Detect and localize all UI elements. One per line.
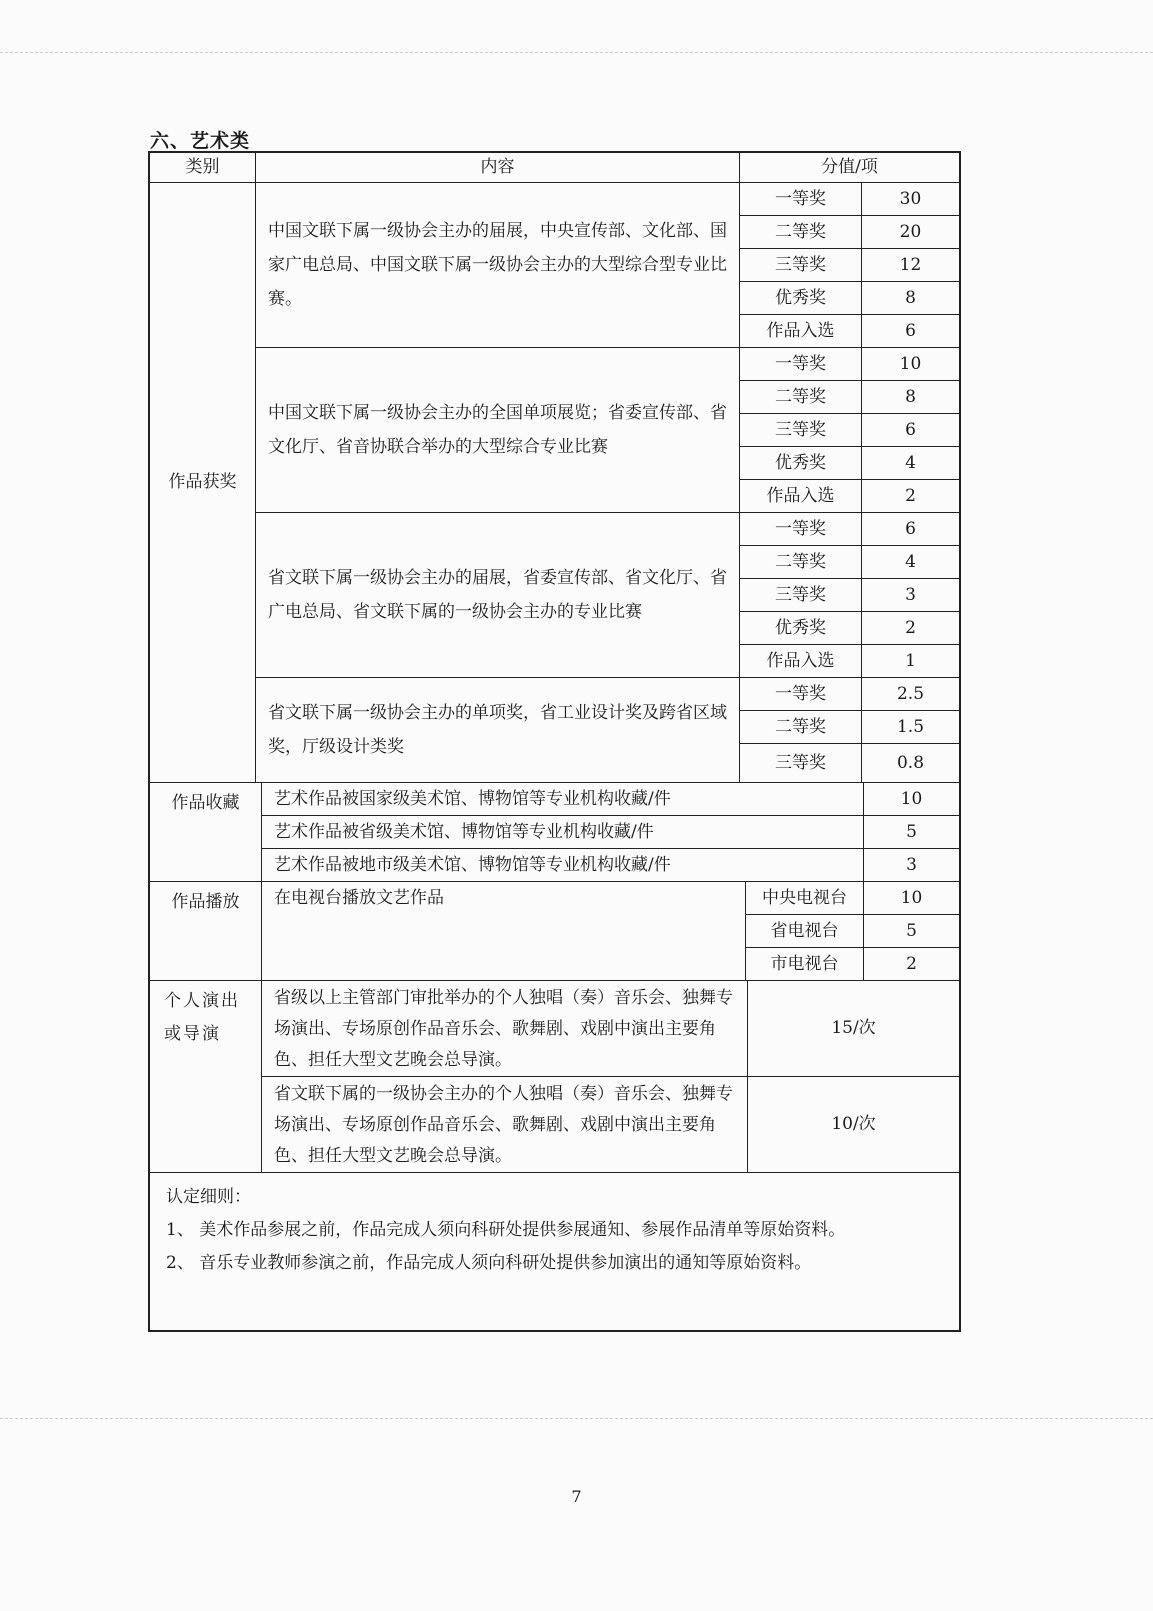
award-label: 作品入选 (740, 645, 862, 678)
award-label: 作品入选 (740, 480, 862, 513)
collection-content: 艺术作品被地市级美术馆、博物馆等专业机构收藏/件 (262, 849, 864, 882)
award-value: 4 (862, 447, 959, 480)
award-value: 6 (862, 315, 959, 348)
scan-artifact (0, 52, 1153, 53)
award-value: 2 (862, 612, 959, 645)
collection-content: 艺术作品被省级美术馆、博物馆等专业机构收藏/件 (262, 816, 864, 849)
award-value: 6 (862, 513, 959, 546)
award-value: 1 (862, 645, 959, 678)
award-value: 3 (862, 579, 959, 612)
broadcast-label: 市电视台 (746, 948, 864, 981)
collection-content: 艺术作品被国家级美术馆、博物馆等专业机构收藏/件 (262, 783, 864, 816)
award-label: 三等奖 (740, 579, 862, 612)
award-label: 优秀奖 (740, 447, 862, 480)
award-label: 优秀奖 (740, 612, 862, 645)
award-value: 6 (862, 414, 959, 447)
award-value: 4 (862, 546, 959, 579)
award-value: 2.5 (862, 678, 959, 711)
header-category: 类别 (150, 153, 256, 183)
category-broadcast: 作品播放 (150, 882, 262, 981)
award-label: 二等奖 (740, 711, 862, 744)
award-content-1: 中国文联下属一级协会主办的届展，中央宣传部、文化部、国家广电总局、中国文联下属一级协会主办的大型综合型专业比赛。 (256, 183, 740, 348)
performance-content: 省级以上主管部门审批举办的个人独唱（奏）音乐会、独舞专场演出、专场原创作品音乐会、歌舞剧、戏剧中演出主要角色、担任大型文艺晚会总导演。 (262, 981, 748, 1077)
category-collection: 作品收藏 (150, 783, 262, 882)
award-value: 30 (862, 183, 959, 216)
award-label: 二等奖 (740, 381, 862, 414)
collection-value: 10 (864, 783, 959, 816)
scan-artifact (0, 1418, 1153, 1419)
award-label: 作品入选 (740, 315, 862, 348)
award-value: 12 (862, 249, 959, 282)
broadcast-label: 中央电视台 (746, 882, 864, 915)
award-label: 优秀奖 (740, 282, 862, 315)
performance-content: 省文联下属的一级协会主办的个人独唱（奏）音乐会、独舞专场演出、专场原创作品音乐会、歌舞剧、戏剧中演出主要角色、担任大型文艺晚会总导演。 (262, 1077, 748, 1173)
notes-title: 认定细则： (166, 1187, 251, 1207)
category-performance: 个人演出或导演 (150, 981, 262, 1173)
award-label: 三等奖 (740, 249, 862, 282)
award-content-2: 中国文联下属一级协会主办的全国单项展览；省委宣传部、省文化厅、省音协联合举办的大型综合专业比赛 (256, 348, 740, 513)
award-content-4: 省文联下属一级协会主办的单项奖，省工业设计奖及跨省区域奖，厅级设计类奖 (256, 678, 740, 783)
collection-value: 3 (864, 849, 959, 882)
award-value: 1.5 (862, 711, 959, 744)
award-label: 一等奖 (740, 183, 862, 216)
note-item: 1、 美术作品参展之前，作品完成人须向科研处提供参展通知、参展作品清单等原始资料。 (166, 1220, 846, 1240)
collection-value: 5 (864, 816, 959, 849)
award-label: 二等奖 (740, 546, 862, 579)
broadcast-label: 省电视台 (746, 915, 864, 948)
award-label: 二等奖 (740, 216, 862, 249)
award-content-3: 省文联下属一级协会主办的届展，省委宣传部、省文化厅、省广电总局、省文联下属的一级协会主办的专业比赛 (256, 513, 740, 678)
performance-value: 15/次 (748, 981, 959, 1077)
scoring-table (148, 151, 961, 1332)
broadcast-value: 10 (864, 882, 959, 915)
award-label: 一等奖 (740, 513, 862, 546)
broadcast-value: 5 (864, 915, 959, 948)
broadcast-value: 2 (864, 948, 959, 981)
award-value: 2 (862, 480, 959, 513)
award-value: 8 (862, 381, 959, 414)
award-value: 0.8 (862, 744, 959, 783)
award-label: 三等奖 (740, 744, 862, 783)
section-title: 六、艺术类 (150, 130, 251, 152)
award-value: 10 (862, 348, 959, 381)
note-item: 2、 音乐专业教师参演之前，作品完成人须向科研处提供参加演出的通知等原始资料。 (166, 1253, 812, 1273)
page-number: 7 (571, 1487, 582, 1506)
award-value: 20 (862, 216, 959, 249)
award-value: 8 (862, 282, 959, 315)
header-content: 内容 (256, 153, 740, 183)
award-label: 三等奖 (740, 414, 862, 447)
broadcast-content: 在电视台播放文艺作品 (262, 882, 746, 981)
notes-section (150, 1173, 959, 1330)
performance-value: 10/次 (748, 1077, 959, 1173)
award-label: 一等奖 (740, 678, 862, 711)
award-label: 一等奖 (740, 348, 862, 381)
category-award: 作品获奖 (150, 183, 256, 783)
header-score: 分值/项 (740, 153, 959, 183)
